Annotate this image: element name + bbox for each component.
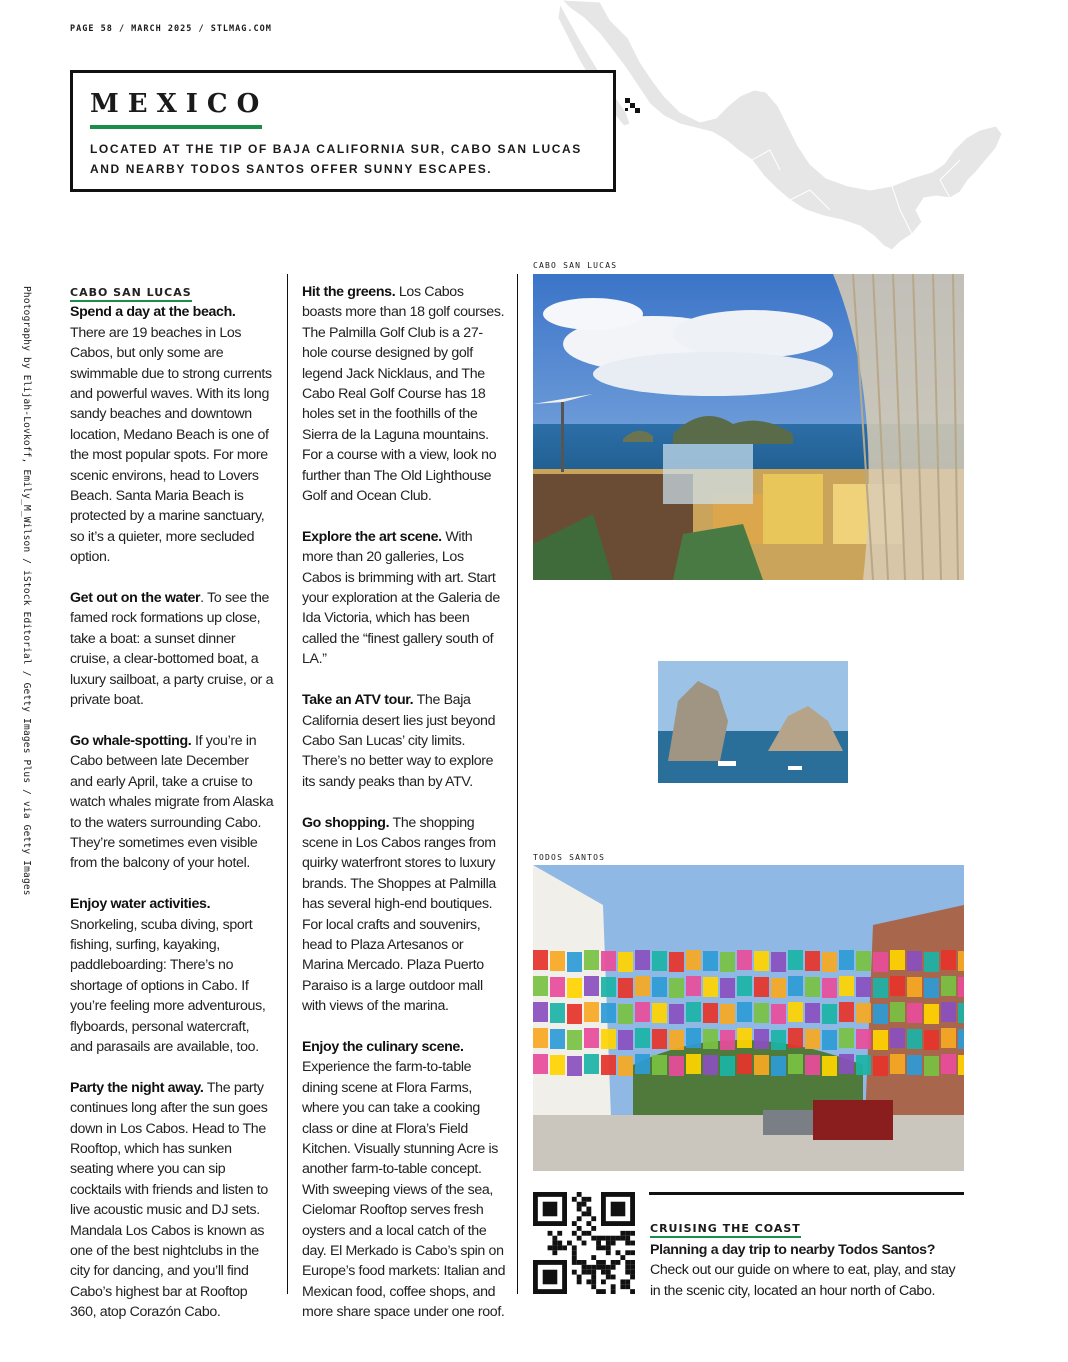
sidebar-body: Check out our guide on where to eat, play, and stay in the scenic city, located an hour north of Cabo.: [650, 1262, 956, 1299]
column-divider: [517, 274, 518, 1294]
sidebar-text: [650, 1240, 968, 1301]
paragraph-lead: Explore the art scene.: [302, 528, 442, 545]
paragraph-lead: Spend a day at the beach.: [70, 304, 236, 321]
paragraph-text: The Baja California desert lies just beyond Cabo San Lucas’ city limits. There’s no better way to explore its sandy peaks than by ATV.: [302, 692, 496, 790]
cabo-rooftop-photo: [533, 274, 964, 580]
sidebar-lead: Planning a day trip to nearby Todos Santos?: [650, 1242, 936, 1258]
paragraph-lead: Get out on the water: [70, 590, 201, 607]
paragraph-lead: Enjoy the culinary scene.: [302, 1038, 464, 1055]
paragraph-lead: Party the night away.: [70, 1079, 204, 1096]
paragraph: [70, 894, 274, 1057]
paragraph-lead: Go shopping.: [302, 814, 390, 831]
qr-code[interactable]: [533, 1192, 635, 1294]
paragraph-text: . To see the famed rock formations up close, take a boat: a sunset dinner cruise, a clear-bottomed boat, a luxury sailboat, a party cruise, or a private boat.: [70, 590, 274, 709]
paragraph-lead: Go whale-spotting.: [70, 732, 192, 749]
paragraph: [302, 813, 506, 1017]
el-arco-photo: [658, 661, 848, 783]
paragraph-lead: Enjoy water activities.: [70, 896, 211, 913]
paragraph-text: If you’re in Cabo between late December and early April, take a cruise to watch whales migrate from Alaska to the waters surrounding Cabo. They’re sometimes even visible from the balcony of your hotel.: [70, 732, 274, 872]
pixel-ornament: [625, 98, 641, 114]
paragraph-lead: Hit the greens.: [302, 284, 396, 300]
paragraph: [70, 1078, 274, 1323]
article-column-2: [302, 282, 506, 1343]
paragraph-text: The shopping scene in Los Cabos ranges from quirky waterfront stores to luxury brands. The Shoppes at Palmilla has several high-end boutiques. For local crafts and souvenirs, head to Plaza Artesanos or Marina Mercado. Plaza Puerto Paraiso is a large outdoor mall with views of the marina.: [302, 814, 496, 1015]
page-folio: PAGE 58 / MARCH 2025 / STLMAG.COM: [70, 24, 272, 34]
paragraph: [302, 690, 506, 792]
paragraph-text: There are 19 beaches in Los Cabos, but only some are swimmable due to strong currents and powerful waves. With its long sandy beaches and downtown location, Medano Beach is one of the most popular spots. For more scenic environs, head to Lovers Beach. Santa Maria Beach is protected by a marine sanctuary, so it’s a quieter, more secluded option.: [70, 324, 272, 566]
paragraph-text: The party continues long after the sun goes down in Los Cabos. Head to The Rooftop, which has sunken seating where you can sip cocktails with friends and listen to live acoustic music and DJ sets. Mandala Los Cabos is known as one of the best nightclubs in the city for dancing, and you’ll find Cabo’s highest bar at Rooftop 360, atop Corazón Cabo.: [70, 1079, 268, 1321]
paragraph-text: Experience the farm-to-table dining scene at Flora Farms, where you can take a cooking class or dine at Flora’s Field Kitchen. Visually stunning Acre is another farm-to-table concept. With sweeping views of the sea, Cielomar Rooftop serves fresh oysters and a local catch of the day. El Merkado is Cabo’s spin on Europe’s food markets: Italian and Mexican food, coffee shops, and more share space under one roof.: [302, 1059, 506, 1321]
photo-caption-todos: TODOS SANTOS: [533, 853, 606, 862]
paragraph-text: With more than 20 galleries, Los Cabos is brimming with art. Start your exploration at the Galeria de Ida Victoria, which has been called the “finest gallery south of LA.”: [302, 528, 500, 668]
article-column-1: [70, 282, 274, 1343]
page-title: MEXICO: [90, 89, 269, 119]
paragraph: [302, 1037, 506, 1323]
photo-caption-cabo: CABO SAN LUCAS: [533, 261, 618, 270]
paragraph: [302, 527, 506, 670]
paragraph: [70, 731, 274, 874]
title-box: [70, 70, 616, 192]
paragraph-text: Snorkeling, scuba diving, sport fishing, surfing, kayaking, paddleboarding: There’s no shortage of options in Cabo. If you’re feeling more adventurous, flyboards, personal watercraft, and parasails are available, too.: [70, 916, 266, 1055]
title-underline: [90, 125, 262, 129]
column-divider: [287, 274, 288, 1294]
paragraph-text: Los Cabos boasts more than 18 golf courses. The Palmilla Golf Club is a 27-hole course designed by golf legend Jack Nicklaus, and The Cabo Real Golf Course has 18 holes set in the foothills of the Sierra de la Laguna mountains. For a course with a view, look no further than The Old Lighthouse Golf and Ocean Club.: [302, 284, 505, 505]
sidebar-heading: CRUISING THE COAST: [650, 1221, 801, 1238]
paragraph-lead: Take an ATV tour.: [302, 692, 414, 709]
photo-credit: Photography by Elijah-Lovkoff, Emily_M_Wilson / iStock Editorial / Getty Images Plus / via Getty Images: [21, 286, 32, 896]
deck-text: LOCATED AT THE TIP OF BAJA CALIFORNIA SUR, CABO SAN LUCAS AND NEARBY TODOS SANTOS OFFER SUNNY ESCAPES.: [90, 142, 582, 176]
sidebar-rule: [649, 1192, 964, 1195]
section-heading: CABO SAN LUCAS: [70, 285, 192, 302]
todos-santos-street-photo: [533, 865, 964, 1171]
paragraph: [70, 302, 274, 567]
paragraph: [302, 282, 506, 506]
paragraph: [70, 588, 274, 710]
